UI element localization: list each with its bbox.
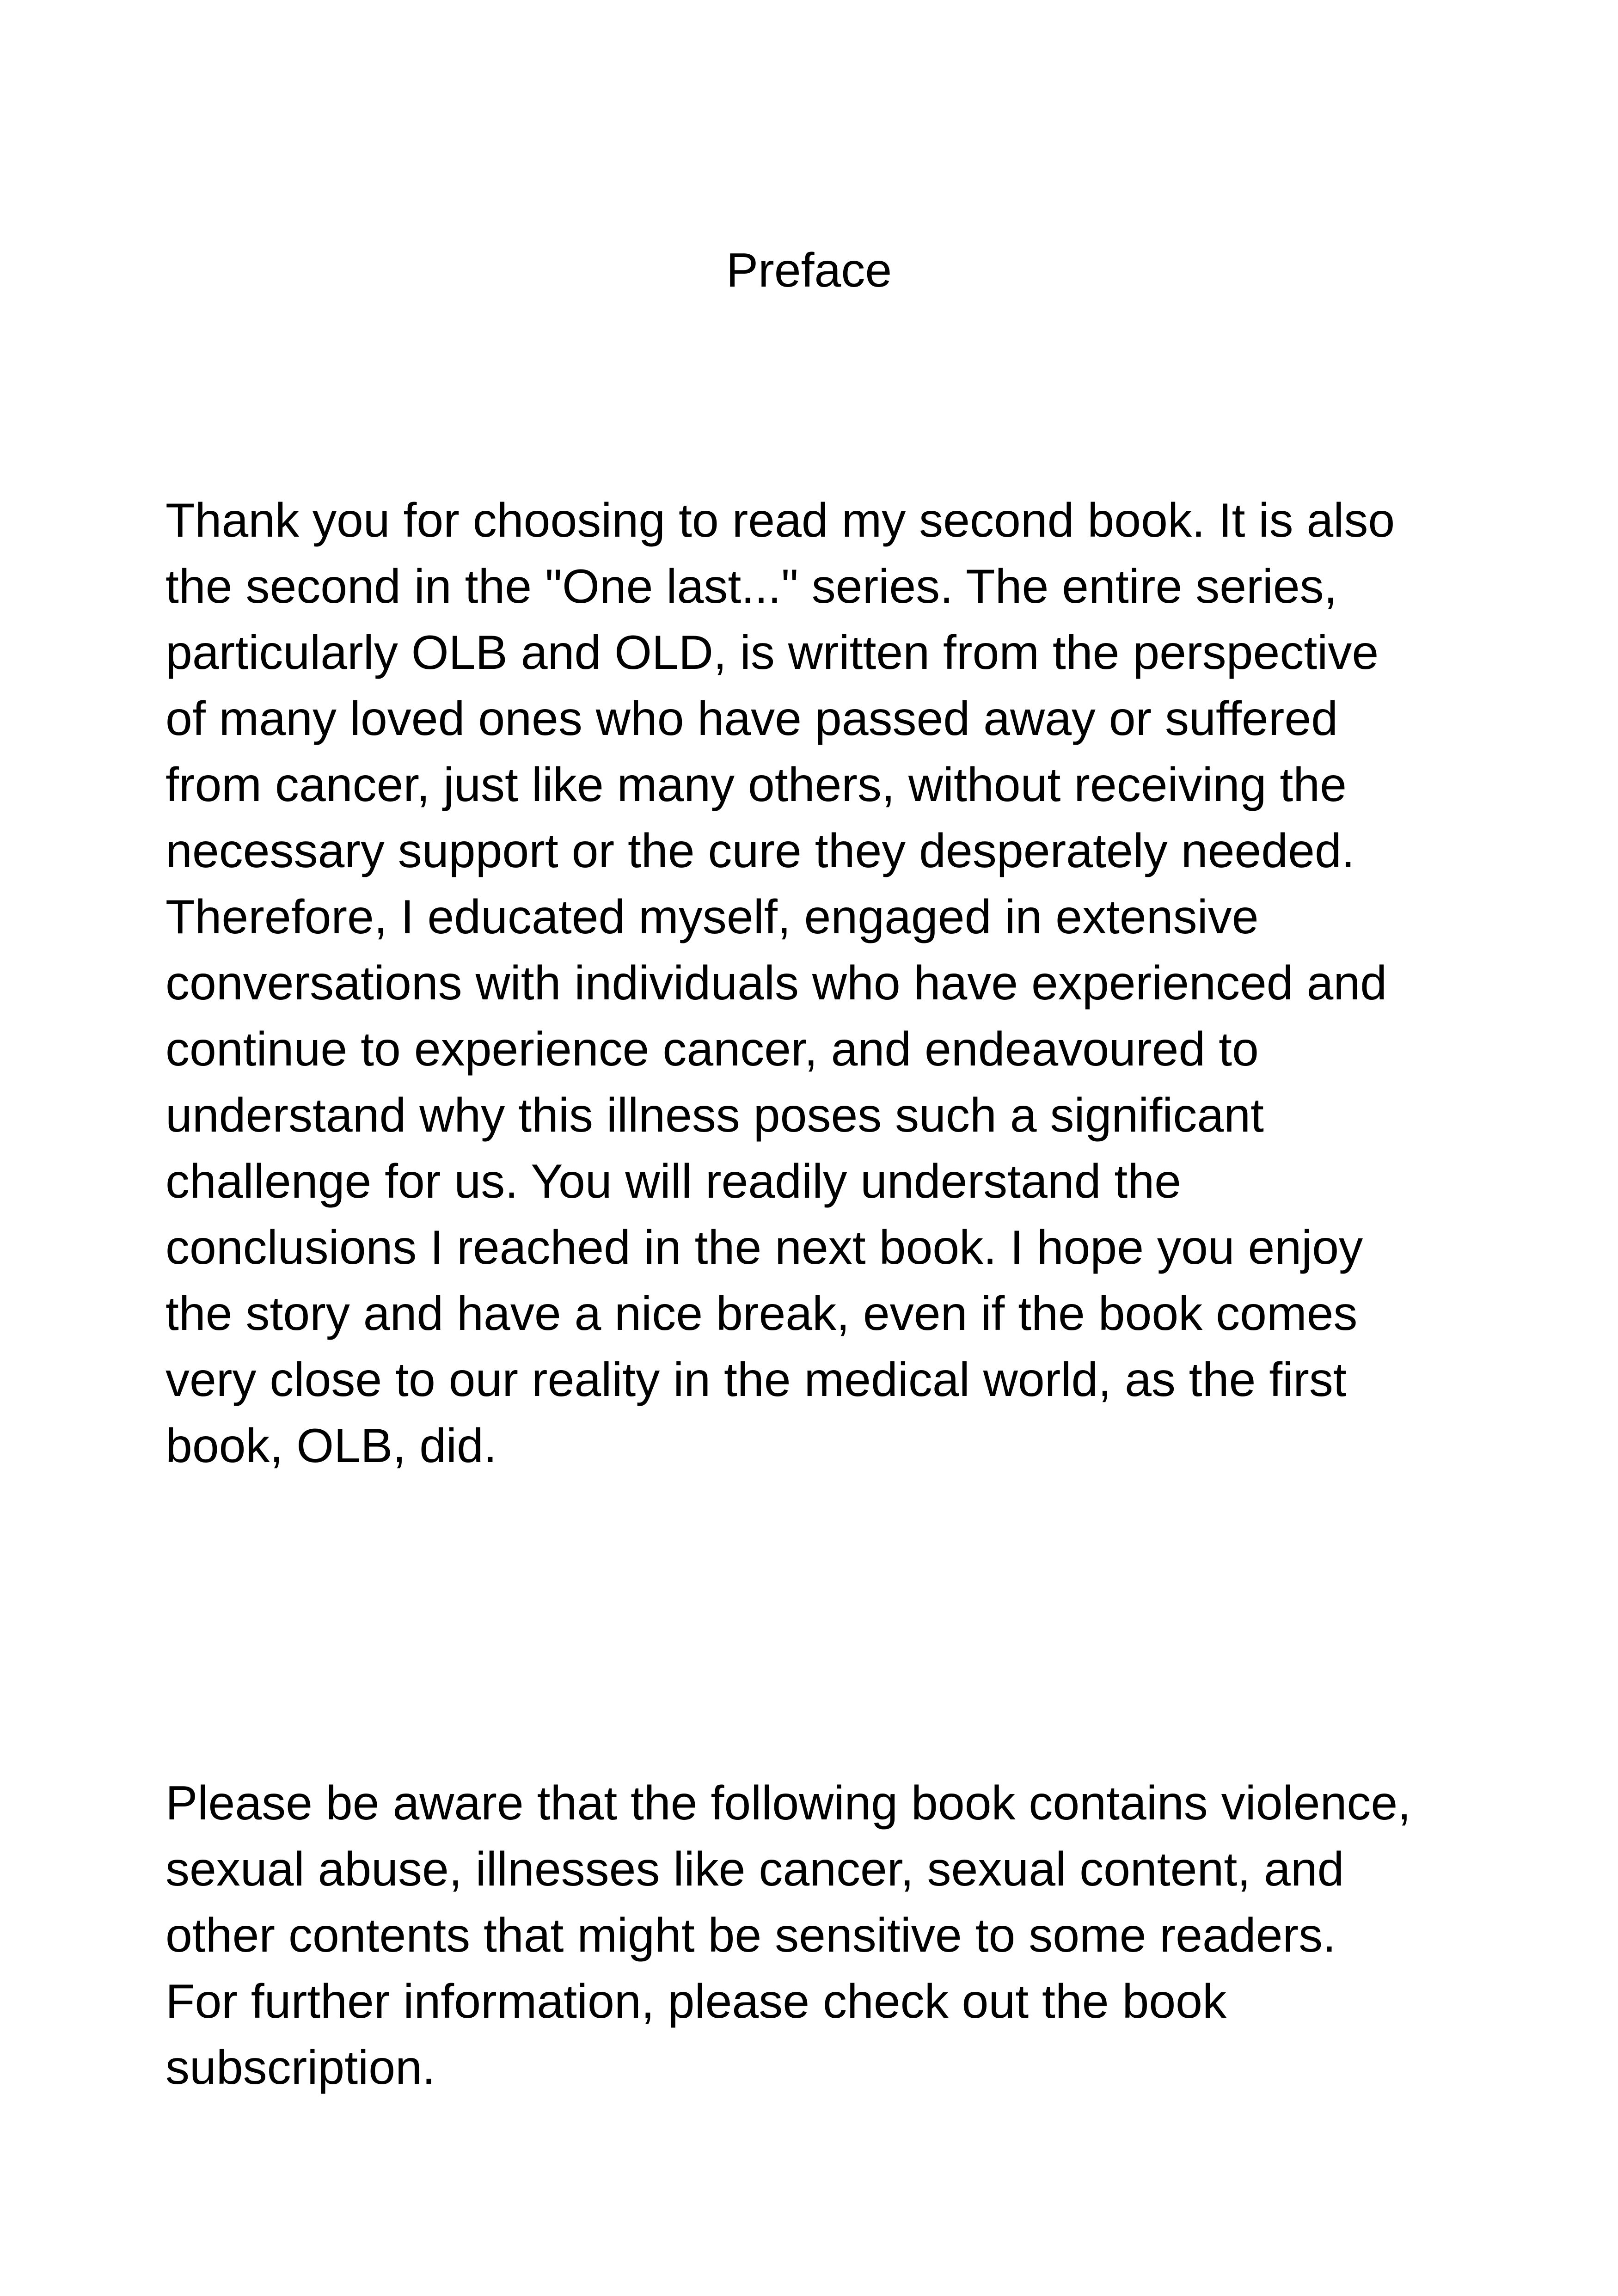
text-line: For further information, please check out the book xyxy=(165,1975,1227,2028)
text-line: from cancer, just like many others, without receiving the xyxy=(165,758,1347,812)
text-line: sexual abuse, illnesses like cancer, sexual content, and xyxy=(165,1843,1344,1896)
text-line: subscription. xyxy=(165,2041,435,2094)
text-line: challenge for us. You will readily understand the xyxy=(165,1155,1181,1208)
text-line: continue to experience cancer, and endeavoured to xyxy=(165,1022,1259,1076)
text-line: conversations with individuals who have experienced and xyxy=(165,956,1387,1010)
text-line: Please be aware that the following book contains violence, xyxy=(165,1776,1411,1830)
text-line: understand why this illness poses such a significant xyxy=(165,1089,1264,1142)
text-line: particularly OLB and OLD, is written from the perspective xyxy=(165,626,1379,680)
text-line: Therefore, I educated myself, engaged in extensive xyxy=(165,890,1259,944)
text-line: the story and have a nice break, even if the book comes xyxy=(165,1287,1358,1341)
text-line: necessary support or the cure they desperately needed. xyxy=(165,824,1355,878)
content-warning-paragraph xyxy=(165,1770,1411,2101)
text-line: book, OLB, did. xyxy=(165,1419,497,1473)
text-line: of many loved ones who have passed away or suffered xyxy=(165,692,1338,746)
text-line: conclusions I reached in the next book. I hope you enjoy xyxy=(165,1221,1363,1274)
text-line: Thank you for choosing to read my second book. It is also xyxy=(165,494,1395,547)
text-line: the second in the "One last..." series. The entire series, xyxy=(165,560,1337,613)
text-line: very close to our reality in the medical world, as the first xyxy=(165,1353,1347,1407)
page-title: Preface xyxy=(726,244,892,297)
text-line: other contents that might be sensitive to some readers. xyxy=(165,1909,1336,1962)
preface-paragraph xyxy=(165,488,1395,1479)
